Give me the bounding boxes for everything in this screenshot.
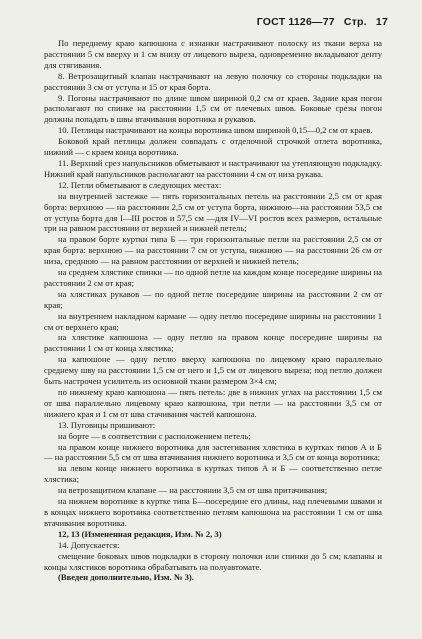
paragraph: По переднему краю капюшона с изнанки настрачивают полоску из ткани верха на расстоянии 5 см вверху и 1 см внизу от лицевого выреза, одновременно вкладывают денту для стягивания. <box>44 38 382 70</box>
page-label: Стр. <box>343 16 367 28</box>
paragraph: на левом конце нижнего воротника в куртках типов А и Б — соответственно петле хлястика; <box>44 463 382 485</box>
paragraph: 10. Петлицы настрачивают на концы воротника швом шириной 0,15—0,2 см от краев. <box>58 125 373 136</box>
paragraph: 14. Допускается: <box>58 539 120 550</box>
paragraph: 12. Петли обметывают в следующих местах: <box>58 179 222 190</box>
paragraph: на хлястиках рукавов — по одной петле посередине ширины на расстоянии 2 см от края; <box>44 288 382 310</box>
paragraph: 11. Верхний срез напульсников обметывают и настрачивают на утепляющую подкладку. Нижний край напульсников располагают на расстоянии 4 см от низа рукава. <box>44 157 382 179</box>
paragraph: на внутреннем накладном кармане — одну петлю посередине ширины на расстоянии 1 см от верхнего края; <box>44 310 382 332</box>
paragraph: на капюшоне — одну петлю вверху капюшона по лицевому краю параллельно среднему шву на расстоянии 1,5 см от него и 1,5 см от лицевого выреза; под петлю должен быть настрочен усилитель из основной ткани размером 3×4 см; <box>44 354 382 387</box>
paragraph: 8. Ветрозащитный клапан настрачивают на левую полочку со стороны подкладки на расстоянии 3 см от уступа и 15 от края борта. <box>44 70 382 92</box>
paragraph: на среднем хлястике спинки — по одной петле на каждом конце посередине ширины на расстоянии 2 см от края; <box>44 267 382 288</box>
paragraph: Боковой край петлицы должен совпадать с отделочной строчкой отлета воротника, нижний — с краем конца воротника. <box>44 136 382 158</box>
paragraph: смещение боковых швов подкладки в сторону полочки или спинки до 5 см; клапаны и концы хлястиков воротника обрабатывать на полуавтомате. <box>44 550 382 572</box>
paragraph: 13. Пуговицы пришивают: <box>58 419 156 430</box>
paragraph: на ветрозащитном клапане — на расстоянии 3,5 см от шва притачивания; <box>58 485 328 496</box>
paragraph: на нижнем воротнике в куртке типа Б—посередине его длины, над плечевыми швами и в концах нижнего воротника соответственно петлям капюшона на расстоянии 1 см от шва втачивания воротника. <box>44 496 382 528</box>
paragraph: на хлястике капюшона — одну петлю на правом конце посередине ширины на расстоянии 1 см от конца хлястика; <box>44 332 382 354</box>
standard-number: ГОСТ 1126—77 <box>256 16 335 28</box>
page-header <box>251 16 388 28</box>
paragraph: 9. Погоны настрачивают по длине швом шириной 0,2 см от краев. Задние края погон располагают по спинке на расстоянии 1,5 см от плечевых швов. Боковые срезы погон должны попадать в швы втачивания воротника и рукавов. <box>44 92 382 125</box>
paragraph: на правом конце нижнего воротника для застегивания хлястика в куртках типов А и Б — на расстоянии 5,5 см от шва втачивания нижнего воротника и 3,5 см от конца воротника; <box>44 441 382 463</box>
amendment-note: 12, 13 (Измененная редакция, Изм. № 2, 3) <box>58 528 222 539</box>
paragraph: по нижнему краю капюшона — пять петель: две в нижних углах на расстоянии 1,5 см от шва параллельно лицевому краю капюшона, три петли — на расстоянии 3,5 см от нижнего края и 1 см от шва стачивания частей капюшона. <box>44 387 382 419</box>
paragraph: на правом борте куртки типа Б — три горизонтальные петли на расстоянии 2,5 см от края борта: верхнюю — на расстоянии 7 см от уступа, нижнюю — на расстоянии 26 см от низа, среднюю — на равном расстоянии от верхней и нижней петель; <box>44 234 382 267</box>
paragraph: на борте — в соответствии с расположением петель; <box>58 430 251 441</box>
addition-note: (Введен дополнительно, Изм. № 3). <box>58 572 194 583</box>
paragraph: на внутренней застежке — пять горизонтальных петель на расстоянии 2,5 см от края борта: верхнюю — на расстоянии 2,5 см от уступа борта, нижнюю—на расстоянии 53,5 см от уступа борта для I—III ростов и 57,5 см —для IV—VI ростов всех размеров, остальные три на равном расстоянии от верхней и нижней петель; <box>44 190 382 234</box>
page-number: 17 <box>375 16 388 28</box>
document-body <box>44 38 382 583</box>
